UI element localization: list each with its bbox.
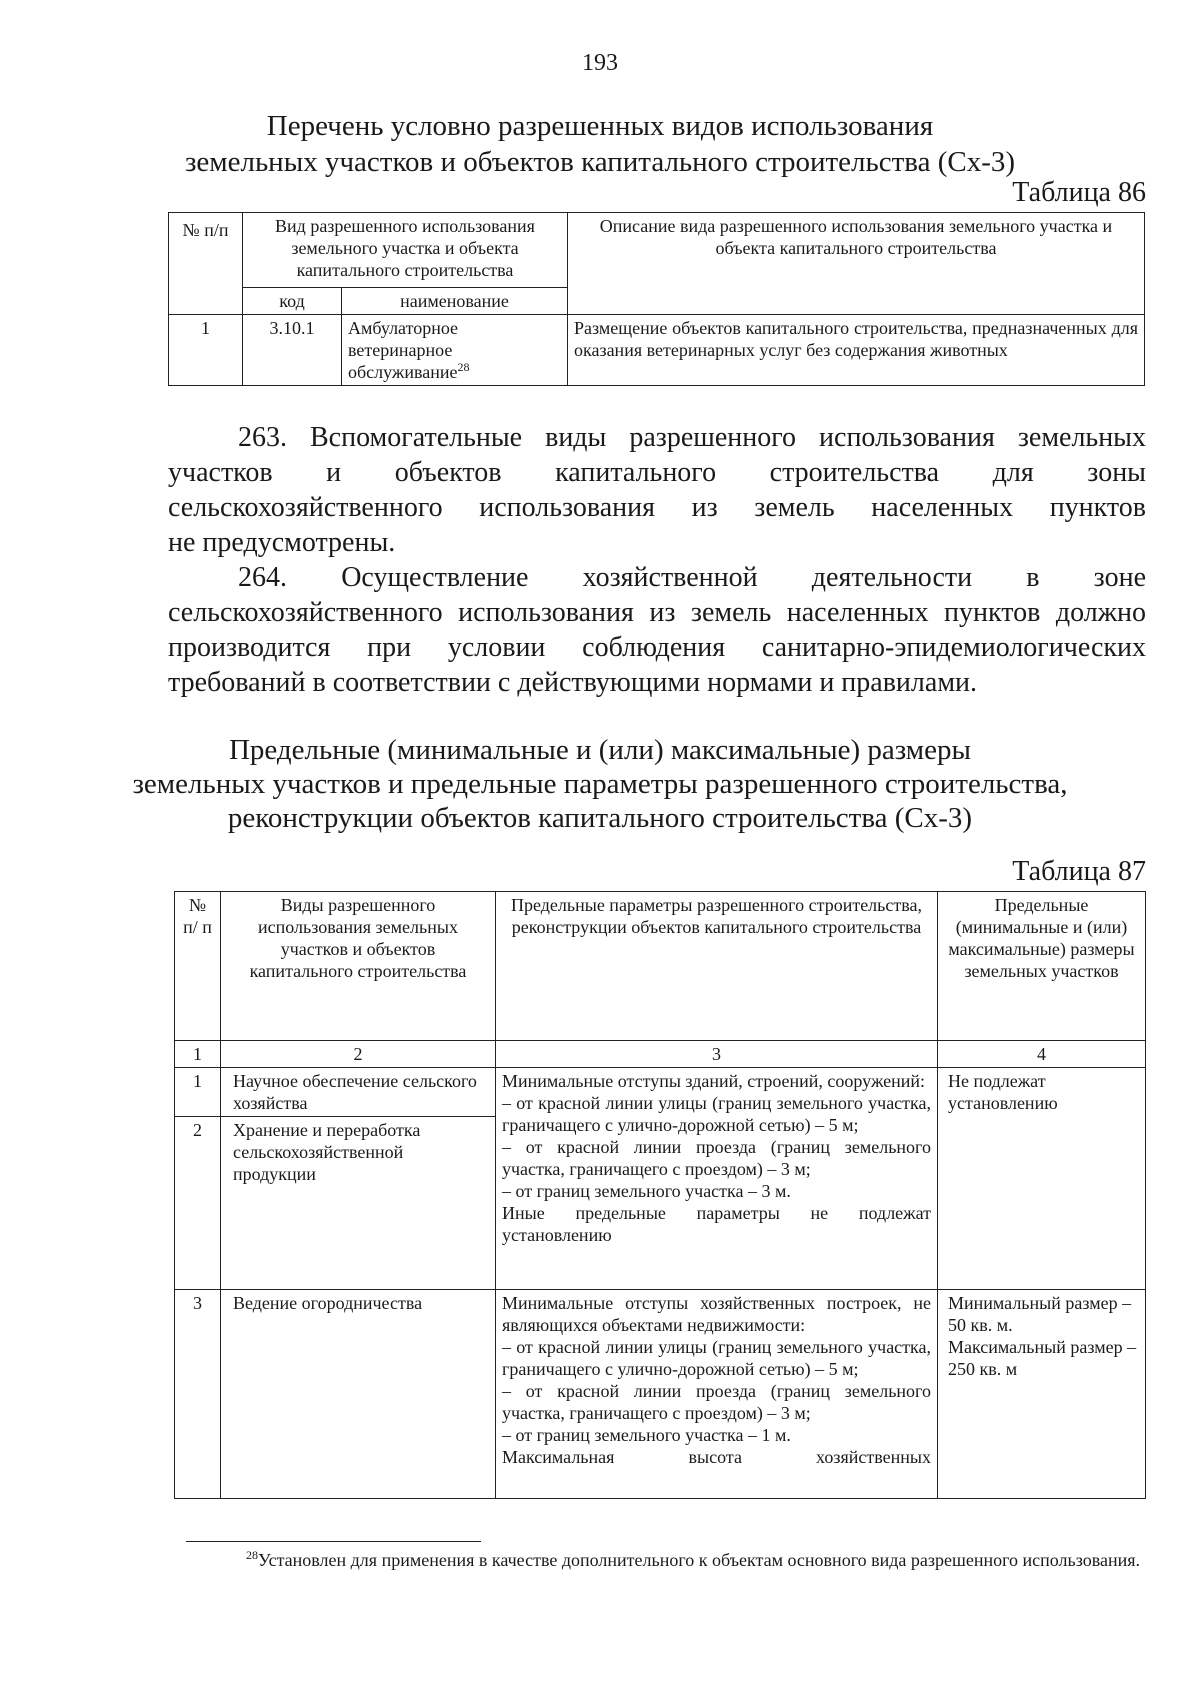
table87 <box>174 891 1146 1499</box>
t87-row3-p4: – от границ земельного участка – 1 м. <box>502 1425 791 1445</box>
table87-title-line3: реконструкции объектов капитального строительства (Сх-3) <box>227 802 973 834</box>
t87-row3-p3: – от красной линии проезда (границ земельного участка, граничащего с проездом) – 3 м; <box>502 1381 931 1423</box>
table87-title <box>0 733 1200 835</box>
footnote-text: Установлен для применения в качестве дополнительного к объектам основного вида разрешенного использования. <box>258 1550 1141 1570</box>
t87-header-vid: Виды разрешенного использования земельных участков и объектов капитального строительства <box>221 892 496 1041</box>
t87-row3-vid: Ведение огородничества <box>221 1290 496 1499</box>
table-row <box>175 1068 1146 1117</box>
table-row <box>175 1290 1146 1499</box>
t86-header-num: № п/п <box>169 213 243 315</box>
para263-line2: участков и объектов капитального строительства для зоны <box>168 457 1146 488</box>
t87-row3-params <box>496 1290 938 1499</box>
t87-group1-p4: – от границ земельного участка – 3 м. <box>502 1181 791 1201</box>
t87-row3-size-max: Максимальный размер – 250 кв. м <box>948 1337 1137 1379</box>
para264-line2: сельскохозяйственного использования из земель населенных пунктов должно <box>168 597 1146 628</box>
t87-row2-vid: Хранение и переработка сельскохозяйственной продукции <box>221 1117 496 1290</box>
table87-title-line1: Предельные (минимальные и (или) максимальные) размеры <box>228 734 972 766</box>
table86-title-line1: Перечень условно разрешенных видов использования <box>266 110 934 142</box>
t87-row1-vid: Научное обеспечение сельского хозяйства <box>221 1068 496 1117</box>
t87-group1-sizes: Не подлежат установлению <box>938 1068 1146 1290</box>
t87-group1-p3: – от красной линии проезда (границ земельного участка, граничащего с проездом) – 3 м; <box>502 1137 931 1179</box>
para263-line1: 263. Вспомогательные виды разрешенного использования земельных <box>238 422 1146 453</box>
t86-header-vid: Вид разрешенного использования земельного участка и объекта капитального строительства <box>243 213 568 288</box>
t87-row3-size-min: Минимальный размер – 50 кв. м. <box>948 1293 1132 1335</box>
t87-group1-p2: – от красной линии улицы (границ земельного участка, граничащего с улично-дорожной сетью) – 5 м; <box>502 1093 931 1135</box>
para264-line1: 264. Осуществление хозяйственной деятельности в зоне <box>238 562 1146 593</box>
t87-colnum-1: 1 <box>175 1041 221 1068</box>
t87-group1-p5: Иные предельные параметры не подлежат установлению <box>502 1203 931 1245</box>
table87-title-line2: земельных участков и предельные параметры разрешенного строительства, <box>132 768 1068 800</box>
t87-group1-p1: Минимальные отступы зданий, строений, сооружений: <box>502 1071 926 1091</box>
t86-row1-desc: Размещение объектов капитального строительства, предназначенных для оказания ветеринарных услуг без содержания животных <box>568 315 1145 386</box>
footnote-ref: 28 <box>457 360 470 374</box>
para263-line3: сельскохозяйственного использования из земель населенных пунктов <box>168 492 1146 523</box>
t86-row1-name <box>342 315 568 386</box>
table86-title <box>0 108 1200 180</box>
t87-colnum-4: 4 <box>938 1041 1146 1068</box>
t86-header-desc: Описание вида разрешенного использования земельного участка и объекта капитального строительства <box>568 213 1145 315</box>
t87-row3-p5: Максимальная высота хозяйственных <box>502 1447 931 1467</box>
t87-colnum-3: 3 <box>496 1041 938 1068</box>
t86-row1-num: 1 <box>169 315 243 386</box>
footnote-number: 28 <box>246 1548 258 1562</box>
table87-label: Таблица 87 <box>1012 856 1146 887</box>
t86-row1-name-text: Амбулаторное ветеринарное обслуживание <box>348 318 459 382</box>
paragraph-264 <box>168 560 1146 700</box>
t87-header-num: № п/ п <box>175 892 221 1041</box>
paragraph-263 <box>168 420 1146 560</box>
footnote-divider <box>186 1541 481 1542</box>
table86 <box>168 212 1145 386</box>
t87-row3-sizes <box>938 1290 1146 1499</box>
t86-header-code: код <box>243 288 342 315</box>
footnote <box>176 1548 1151 1572</box>
t87-row3-p1: Минимальные отступы хозяйственных построек, не являющихся объектами недвижимости: <box>502 1293 931 1335</box>
table86-title-line2: земельных участков и объектов капитального строительства (Сх-3) <box>184 146 1016 178</box>
t87-row3-p2: – от красной линии улицы (границ земельного участка, граничащего с улично-дорожной сетью) – 5 м; <box>502 1337 931 1379</box>
page-number: 193 <box>582 50 618 76</box>
para264-line3: производится при условии соблюдения санитарно-эпидемиологических <box>168 632 1146 663</box>
t87-group1-params <box>496 1068 938 1290</box>
t87-colnum-2: 2 <box>221 1041 496 1068</box>
para264-line4: требований в соответствии с действующими нормами и правилами. <box>168 667 978 698</box>
para263-line4: не предусмотрены. <box>168 527 396 558</box>
table-row <box>169 315 1145 386</box>
t86-row1-code: 3.10.1 <box>243 315 342 386</box>
t87-header-params: Предельные параметры разрешенного строительства, реконструкции объектов капитального строительства <box>496 892 938 1041</box>
t87-row1-num: 1 <box>175 1068 221 1117</box>
t87-row3-num: 3 <box>175 1290 221 1499</box>
table86-label: Таблица 86 <box>1012 177 1146 208</box>
t87-row2-num: 2 <box>175 1117 221 1290</box>
t87-header-sizes: Предельные (минимальные и (или) максимальные) размеры земельных участков <box>938 892 1146 1041</box>
t86-header-name: наименование <box>342 288 568 315</box>
